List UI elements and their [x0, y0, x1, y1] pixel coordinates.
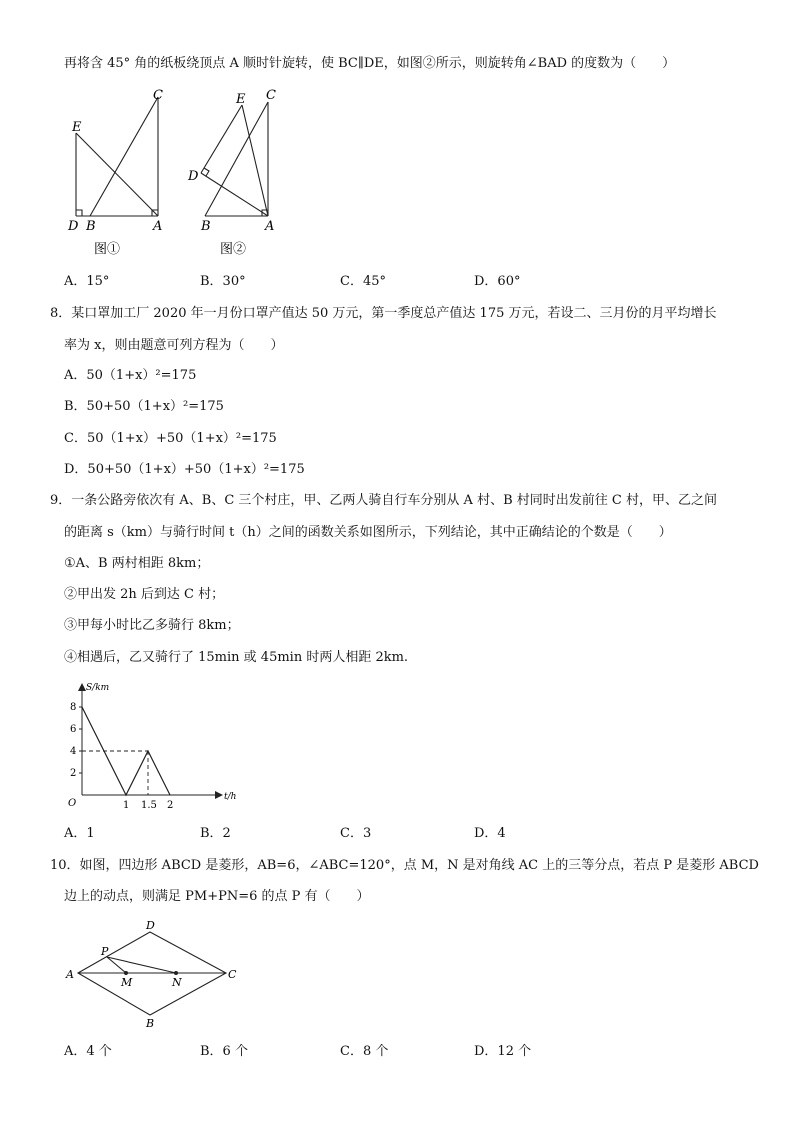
- q8-option-a: A．50（1+x）²=175: [64, 368, 197, 383]
- fig2-label-a: A: [265, 219, 275, 234]
- x-tick-label: 1: [123, 800, 130, 811]
- y-axis-label: S/km: [86, 683, 110, 693]
- fig1-label-d: D: [68, 219, 79, 234]
- q9-option-b: B．2: [200, 826, 231, 841]
- q10-option-c: C．8 个: [340, 1044, 389, 1059]
- q9-chart: [58, 678, 258, 813]
- fig1-label-c: C: [153, 88, 163, 103]
- fig1-label-a: A: [153, 219, 163, 234]
- q10-option-b: B．6 个: [200, 1044, 248, 1059]
- label-c: C: [228, 968, 237, 981]
- origin-label: O: [68, 798, 77, 809]
- q9-option-a: A．1: [64, 826, 95, 841]
- q8-option-c: C．50（1+x）+50（1+x）²=175: [64, 431, 277, 446]
- fig2-label-b: B: [201, 219, 211, 234]
- y-tick-label: 8: [70, 702, 77, 713]
- fig1-bc: [90, 97, 158, 216]
- q7-option-d: D．60°: [474, 274, 521, 289]
- fig1-ea: [76, 133, 158, 216]
- q9-option-d: D．4: [474, 826, 506, 841]
- fig2-da: [201, 173, 268, 216]
- q7-option-c: C．45°: [340, 274, 386, 289]
- q8-stem-line2: 率为 x，则由题意可列方程为（ ）: [64, 338, 284, 353]
- q9-stem-line1: 9．一条公路旁依次有 A、B、C 三个村庄，甲、乙两人骑自行车分别从 A 村、B 村同时出发前往 C 村，甲、乙之间: [50, 493, 717, 508]
- fig2-ea: [242, 105, 268, 216]
- q10-stem-line1: 10．如图，四边形 ABCD 是菱形，AB=6，∠ABC=120°，点 M，N 是对角线 AC 上的三等分点，若点 P 是菱形 ABCD: [50, 858, 759, 873]
- y-tick-label: 4: [70, 746, 77, 757]
- y-tick-label: 6: [70, 724, 77, 735]
- label-p: P: [101, 945, 109, 958]
- fig2-label-e: E: [236, 92, 246, 107]
- fig2-label-c: C: [266, 88, 276, 103]
- label-a: A: [66, 968, 74, 981]
- q9-statement-2: ②甲出发 2h 后到达 C 村；: [64, 587, 225, 602]
- q8-option-d: D．50+50（1+x）+50（1+x）²=175: [64, 462, 305, 477]
- q7-option-b: B．30°: [200, 274, 246, 289]
- q7-figure-1: [60, 85, 180, 260]
- q9-statement-4: ④相遇后，乙又骑行了 15min 或 45min 时两人相距 2km.: [64, 650, 409, 665]
- q10-option-a: A．4 个: [64, 1044, 112, 1059]
- q7-stem: 再将含 45° 角的纸板绕顶点 A 顺时针旋转，使 BC∥DE，如图②所示，则旋转角∠BAD 的度数为（ ）: [64, 56, 676, 71]
- fig1-caption: 图①: [94, 242, 121, 257]
- label-m: M: [121, 976, 133, 989]
- q10-stem-line2: 边上的动点，则满足 PM+PN=6 的点 P 有（ ）: [64, 889, 370, 904]
- q10-figure: [60, 915, 250, 1035]
- q7-option-a: A．15°: [64, 274, 110, 289]
- point-m: [124, 971, 128, 975]
- fig2-label-d: D: [188, 169, 199, 184]
- x-tick-label: 1.5: [141, 800, 157, 811]
- q9-stem-line2: 的距离 s（km）与骑行时间 t（h）之间的函数关系如图所示，下列结论，其中正确结论的个数是（ ）: [64, 525, 672, 540]
- q9-statement-3: ③甲每小时比乙多骑行 8km；: [64, 618, 240, 633]
- point-n: [174, 971, 178, 975]
- fig2-caption: 图②: [220, 242, 247, 257]
- label-d: D: [146, 919, 155, 932]
- fig1-label-e: E: [72, 120, 82, 135]
- q8-stem-line1: 8．某口罩加工厂 2020 年一月份口罩产值达 50 万元，第一季度总产值达 175 万元，若设二、三月份的月平均增长: [50, 306, 717, 321]
- q7-figure-2: [180, 85, 300, 260]
- fig1-right-angle-d: [76, 210, 82, 216]
- fig2-de: [201, 105, 242, 173]
- q9-option-c: C．3: [340, 826, 372, 841]
- label-n: N: [172, 976, 182, 989]
- fig2-bc: [205, 102, 268, 216]
- fig1-label-b: B: [86, 219, 96, 234]
- label-b: B: [146, 1017, 155, 1030]
- x-tick-label: 2: [167, 800, 174, 811]
- q10-option-d: D．12 个: [474, 1044, 532, 1059]
- x-axis-label: t/h: [224, 792, 237, 802]
- q8-option-b: B．50+50（1+x）²=175: [64, 399, 224, 414]
- y-tick-label: 2: [70, 768, 77, 779]
- q9-statement-1: ①A、B 两村相距 8km；: [64, 556, 210, 571]
